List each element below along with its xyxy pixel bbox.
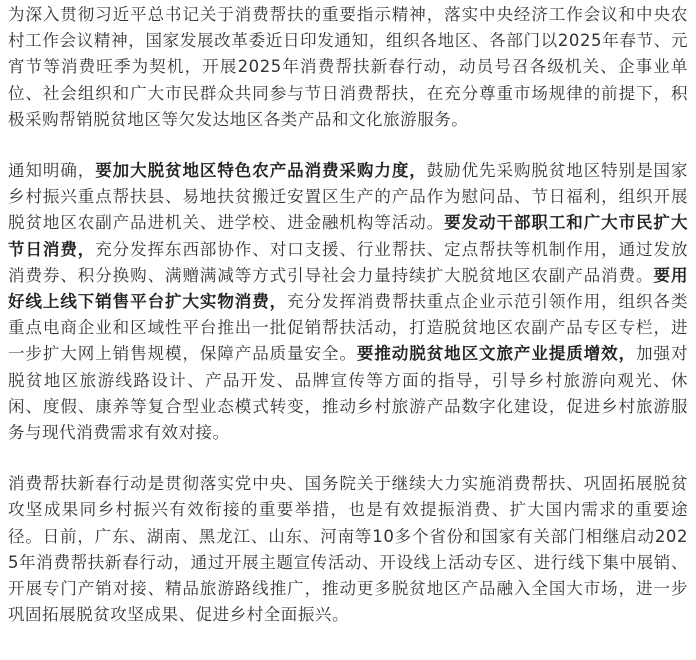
- paragraph-intro: [8, 2, 688, 133]
- measure-4-body: 加强对脱贫地区旅游线路设计、产品开发、品牌宣传等方面的指导，引导乡村旅游向观光、休闲、度假、康养等复合型业态模式转变，推动乡村旅游产品数字化建设，促进乡村旅游服务与现代消费需求有效对接。: [8, 344, 689, 443]
- paragraph-measures: [8, 158, 688, 446]
- paragraph-intro-text: 为深入贯彻习近平总书记关于消费帮扶的重要指示精神，落实中央经济工作会议和中央农村工作会议精神，国家发展改革委近日印发通知，组织各地区、各部门以2025年春节、元宵节等消费旺季为契机，开展2025年消费帮扶新春行动，动员号召各级机关、企事业单位、社会组织和广大市民群众共同参与节日消费帮扶，在充分尊重市场规律的前提下，积极采购帮销脱贫地区等欠发达地区各类产品和文化旅游服务。: [8, 5, 688, 129]
- measure-2-title: 要发动干部职工和广大市民扩大节日消费，: [8, 213, 689, 259]
- measure-1-title: 要加大脱贫地区特色农产品消费采购力度，: [95, 161, 427, 181]
- measure-3-body: 充分发挥消费帮扶重点企业示范引领作用，组织各类重点电商企业和区域性平台推出一批促销帮扶活动，打造脱贫地区农副产品专区专栏，进一步扩大网上销售规模，保障产品质量安全。: [8, 292, 688, 364]
- paragraph-conclusion-text: 消费帮扶新春行动是贯彻落实党中央、国务院关于继续大力实施消费帮扶、巩固拓展脱贫攻坚成果同乡村振兴有效衔接的重要举措，也是有效提振消费、扩大国内需求的重要途径。日前，广东、湖南、黑龙江、山东、河南等10多个省份和国家有关部门相继启动2025年消费帮扶新春行动，通过开展主题宣传活动、开设线上活动专区、进行线下集中展销、开展专门产销对接、精品旅游路线推广，推动更多脱贫地区产品融入全国大市场，进一步巩固拓展脱贫攻坚成果、促进乡村全面振兴。: [8, 474, 688, 625]
- measure-4-title: 要推动脱贫地区文旅产业提质增效，: [356, 344, 637, 364]
- paragraph-conclusion: [8, 471, 688, 628]
- measure-1-body: 鼓励优先采购脱贫地区特别是国家乡村振兴重点帮扶县、易地扶贫搬迁安置区生产的产品作为慰问品、节日福利，组织开展脱贫地区农副产品进机关、进学校、进金融机构等活动。: [8, 161, 689, 233]
- measure-3-title: 要用好线上线下销售平台扩大实物消费，: [8, 265, 688, 312]
- measure-2-body: 充分发挥东西部协作、对口支援、行业帮扶、定点帮扶等机制作用，通过发放消费券、积分换购、满赠满减等方式引导社会力量持续扩大脱贫地区农副产品消费。: [8, 239, 689, 285]
- measures-intro: 通知明确，: [8, 161, 96, 181]
